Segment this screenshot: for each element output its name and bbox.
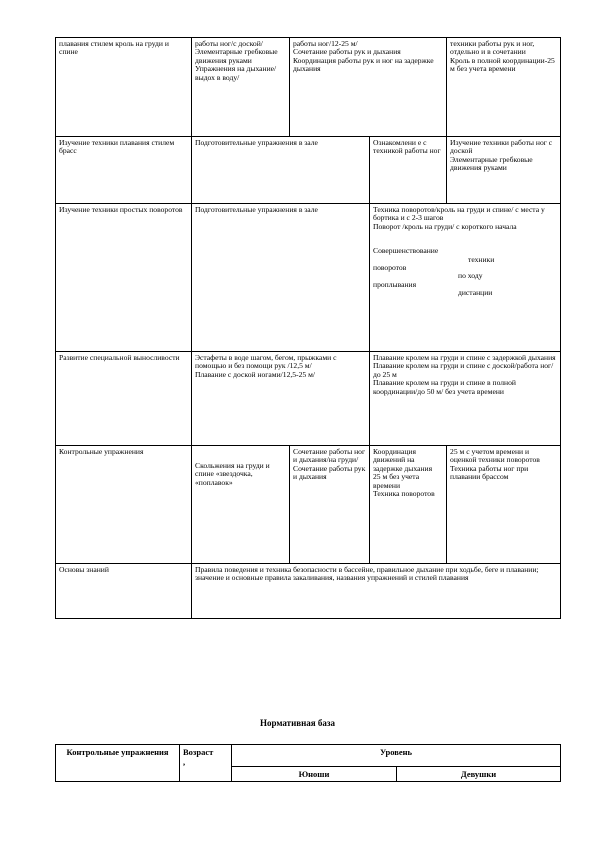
table-row <box>56 446 561 564</box>
header-cell: Контрольные упражнения <box>56 745 180 782</box>
curriculum-table <box>55 37 561 619</box>
text-line: дистанции <box>458 288 493 298</box>
header-cell: Возраст , <box>180 745 232 782</box>
content-cell: Плавание кролем на груди и спине с задержкой дыхания Плавание кролем на груди и спине с доской/работа ног/ до 25 м Плавание кролем на груди и спине в полной координации/до 50 м/ без учета времени <box>370 352 561 446</box>
content-cell: Координация движений на задержке дыхания 25 м без учета времени Техника поворотов <box>370 446 447 564</box>
header-cell: Уровень <box>232 745 561 767</box>
text-line: Поворот /кроль на груди/ с короткого начала <box>373 221 517 231</box>
content-cell: 25 м с учетом времени и оценкой техники поворотов Техника работы ног при плавании брассом <box>447 446 561 564</box>
text-line: Техника поворотов/кроль на груди и спине/ с места у бортика и с 2-3 шагов <box>373 205 545 223</box>
content-cell: Правила поведения и техника безопасности в бассейне, правильное дыхание при ходьбе, беге и плавании; значение и основные правила закаливания, названия упражнений и стилей плавания <box>192 564 561 619</box>
header-cell: Юноши <box>232 767 397 782</box>
text-line: по ходу <box>458 271 483 281</box>
table-row <box>56 204 561 352</box>
topic-cell: Контрольные упражнения <box>56 446 192 564</box>
content-cell: Подготовительные упражнения в зале <box>192 204 370 352</box>
topic-cell: плавания стилем кроль на груди и спине <box>56 38 192 137</box>
header-cell: Девушки <box>397 767 561 782</box>
topic-cell: Развитие специальной выносливости <box>56 352 192 446</box>
content-cell: работы ног/12-25 м/ Сочетание работы рук и дыхания Координация работы рук и ног на задержке дыхания <box>290 38 447 137</box>
table-row <box>56 745 561 767</box>
content-cell: Изучение техники работы ног с доской Элементарные гребковые движения руками <box>447 137 561 204</box>
content-cell <box>370 204 561 352</box>
content-cell: Эстафеты в воде шагом, бегом, прыжками с помощью и без помощи рук /12,5 м/ Плавание с доской ногами/12,5-25 м/ <box>192 352 370 446</box>
text-line: техники <box>468 254 495 264</box>
content-cell: Сочетание работы ног и дыхания/на груди/ Сочетание работы рук и дыхания <box>290 446 370 564</box>
topic-cell: Изучение техники плавания стилем брасс <box>56 137 192 204</box>
table-row <box>56 352 561 446</box>
text-line: поворотов <box>373 263 407 273</box>
table-row <box>56 38 561 137</box>
content-cell: Ознакомлени е с техникой работы ног <box>370 137 447 204</box>
content-cell: работы ног/с доской/ Элементарные гребковые движения руками Упражнения на дыхание/выдох в воду/ <box>192 38 290 137</box>
text-line: Совершенствование <box>373 246 439 256</box>
topic-cell: Основы знаний <box>56 564 192 619</box>
table-row <box>56 137 561 204</box>
content-cell: техники работы рук и ног, отдельно и в сочетании Кроль в полной координации-25 м без учета времени <box>447 38 561 137</box>
norm-table <box>55 744 561 782</box>
section-heading: Нормативная база <box>259 718 336 728</box>
content-cell: Скольжения на груди и спине «звездочка, «поплавок» <box>192 446 290 564</box>
table-row <box>56 564 561 619</box>
content-cell: Подготовительные упражнения в зале <box>192 137 370 204</box>
text-line: проплывания <box>373 279 417 289</box>
spacer <box>373 231 557 247</box>
topic-cell: Изучение техники простых поворотов <box>56 204 192 352</box>
